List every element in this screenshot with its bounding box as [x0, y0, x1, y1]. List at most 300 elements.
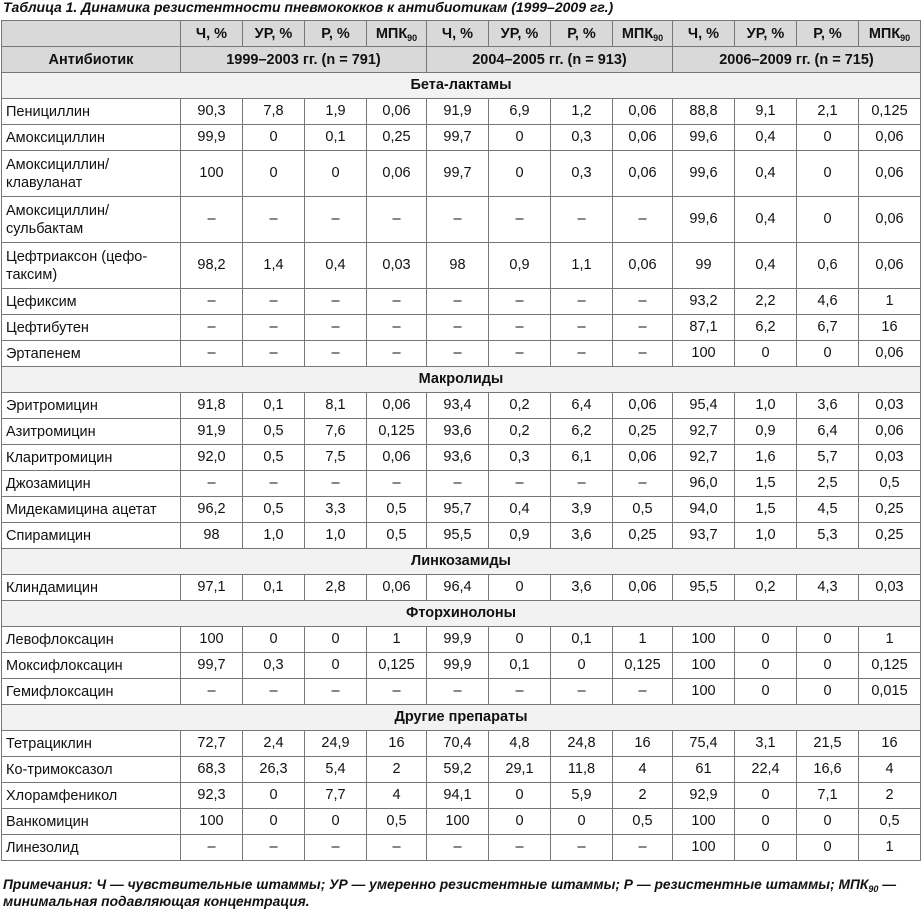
- notes-text-end: — минимальная подавляющая концентрация.: [3, 877, 897, 909]
- header-ur-2: [489, 21, 551, 47]
- antibiotic-name: Амоксициллин/ клавуланат: [2, 151, 181, 197]
- value-cell: –: [367, 341, 427, 367]
- value-cell: –: [305, 341, 367, 367]
- value-cell: 0,06: [367, 445, 427, 471]
- section-title: Линкозамиды: [2, 549, 921, 575]
- antibiotic-name: Азитромицин: [2, 419, 181, 445]
- value-cell: –: [181, 835, 243, 861]
- value-cell: 0,125: [859, 99, 921, 125]
- value-cell: –: [551, 341, 613, 367]
- antibiotic-name: Моксифлоксацин: [2, 653, 181, 679]
- value-cell: 0,25: [859, 497, 921, 523]
- value-cell: 8,1: [305, 393, 367, 419]
- value-cell: 7,5: [305, 445, 367, 471]
- value-cell: –: [551, 197, 613, 243]
- value-cell: 4,8: [489, 731, 551, 757]
- value-cell: –: [181, 471, 243, 497]
- value-cell: –: [367, 835, 427, 861]
- value-cell: 0: [305, 627, 367, 653]
- header-mpk-label: МПК: [621, 25, 654, 42]
- header-r-3: [797, 21, 859, 47]
- table-row: [2, 151, 921, 197]
- value-cell: 0,06: [367, 575, 427, 601]
- header-r-label: Р, %: [321, 25, 350, 42]
- value-cell: 1,2: [551, 99, 613, 125]
- value-cell: –: [489, 471, 551, 497]
- value-cell: 0: [735, 679, 797, 705]
- value-cell: 1: [613, 627, 673, 653]
- value-cell: 94,0: [673, 497, 735, 523]
- value-cell: 99,9: [181, 125, 243, 151]
- value-cell: 100: [673, 679, 735, 705]
- table-row: [2, 783, 921, 809]
- value-cell: 0: [735, 341, 797, 367]
- value-cell: 6,7: [797, 315, 859, 341]
- value-cell: 100: [181, 809, 243, 835]
- value-cell: 95,5: [673, 575, 735, 601]
- value-cell: 0,5: [859, 471, 921, 497]
- value-cell: 0,06: [859, 197, 921, 243]
- value-cell: 26,3: [243, 757, 305, 783]
- section-title: Макролиды: [2, 367, 921, 393]
- value-cell: 0,06: [859, 419, 921, 445]
- value-cell: 0: [735, 809, 797, 835]
- value-cell: 0: [489, 627, 551, 653]
- value-cell: 0,3: [489, 445, 551, 471]
- value-cell: –: [489, 835, 551, 861]
- header-row-columns: [2, 21, 921, 47]
- header-ch-label: Ч, %: [441, 25, 474, 42]
- table-row: [2, 243, 921, 289]
- value-cell: 0,06: [613, 575, 673, 601]
- value-cell: 0,1: [243, 393, 305, 419]
- value-cell: 99,7: [181, 653, 243, 679]
- value-cell: 87,1: [673, 315, 735, 341]
- value-cell: 0,6: [797, 243, 859, 289]
- value-cell: 2,4: [243, 731, 305, 757]
- value-cell: –: [551, 835, 613, 861]
- value-cell: 4: [613, 757, 673, 783]
- notes-subscript: 90: [868, 884, 879, 894]
- header-ch-2: [427, 21, 489, 47]
- value-cell: 0,2: [489, 419, 551, 445]
- value-cell: –: [243, 835, 305, 861]
- resistance-table: [1, 20, 921, 861]
- value-cell: 0: [551, 653, 613, 679]
- value-cell: 91,9: [427, 99, 489, 125]
- value-cell: 99,9: [427, 653, 489, 679]
- value-cell: –: [181, 341, 243, 367]
- value-cell: –: [551, 315, 613, 341]
- value-cell: 6,2: [735, 315, 797, 341]
- value-cell: 92,9: [673, 783, 735, 809]
- value-cell: 92,0: [181, 445, 243, 471]
- value-cell: –: [367, 197, 427, 243]
- value-cell: 6,4: [551, 393, 613, 419]
- table-row: [2, 289, 921, 315]
- value-cell: 0: [797, 679, 859, 705]
- value-cell: 0,25: [367, 125, 427, 151]
- value-cell: 4,6: [797, 289, 859, 315]
- value-cell: –: [367, 679, 427, 705]
- value-cell: –: [613, 471, 673, 497]
- table-row: [2, 523, 921, 549]
- value-cell: 98,2: [181, 243, 243, 289]
- value-cell: 1,0: [243, 523, 305, 549]
- value-cell: 68,3: [181, 757, 243, 783]
- value-cell: –: [181, 197, 243, 243]
- table-caption: Таблица 1. Динамика резистентности пневмококков к антибиотикам (1999–2009 гг.): [3, 0, 614, 15]
- value-cell: 99,6: [673, 125, 735, 151]
- value-cell: 0,25: [859, 523, 921, 549]
- value-cell: –: [613, 315, 673, 341]
- value-cell: 0,125: [613, 653, 673, 679]
- value-cell: 5,3: [797, 523, 859, 549]
- value-cell: 0,06: [859, 151, 921, 197]
- value-cell: 98: [181, 523, 243, 549]
- header-r-label: Р, %: [813, 25, 842, 42]
- value-cell: 16: [367, 731, 427, 757]
- value-cell: 4,3: [797, 575, 859, 601]
- value-cell: 100: [181, 151, 243, 197]
- value-cell: 92,7: [673, 419, 735, 445]
- value-cell: 99,7: [427, 125, 489, 151]
- header-mpk-3: [859, 21, 921, 47]
- value-cell: 99,9: [427, 627, 489, 653]
- value-cell: 0: [797, 197, 859, 243]
- value-cell: 0: [797, 835, 859, 861]
- value-cell: 0,4: [305, 243, 367, 289]
- header-mpk-subscript: 90: [653, 32, 664, 43]
- value-cell: 16: [613, 731, 673, 757]
- section-title: Фторхинолоны: [2, 601, 921, 627]
- antibiotic-name: Джозамицин: [2, 471, 181, 497]
- value-cell: 0,5: [243, 497, 305, 523]
- value-cell: 0,03: [859, 575, 921, 601]
- antibiotic-name: Эритромицин: [2, 393, 181, 419]
- antibiotic-name: Амоксициллин: [2, 125, 181, 151]
- table-row: [2, 341, 921, 367]
- value-cell: 0: [735, 835, 797, 861]
- table-row: [2, 575, 921, 601]
- value-cell: 0,2: [735, 575, 797, 601]
- value-cell: 4,5: [797, 497, 859, 523]
- value-cell: 0,3: [243, 653, 305, 679]
- header-mpk-subscript: 90: [900, 32, 911, 43]
- value-cell: 0: [243, 125, 305, 151]
- value-cell: 0,4: [735, 243, 797, 289]
- value-cell: 1,4: [243, 243, 305, 289]
- value-cell: –: [489, 315, 551, 341]
- value-cell: 0,1: [489, 653, 551, 679]
- value-cell: 3,6: [797, 393, 859, 419]
- value-cell: 2: [367, 757, 427, 783]
- header-ur-label: УР, %: [254, 25, 293, 42]
- value-cell: 95,4: [673, 393, 735, 419]
- value-cell: 0: [305, 151, 367, 197]
- value-cell: 0,06: [613, 125, 673, 151]
- value-cell: 0,125: [367, 653, 427, 679]
- antibiotic-name: Спирамицин: [2, 523, 181, 549]
- value-cell: 16: [859, 315, 921, 341]
- antibiotic-name: Ко-тримоксазол: [2, 757, 181, 783]
- value-cell: 0: [489, 151, 551, 197]
- value-cell: 0: [797, 151, 859, 197]
- antibiotic-name: Эртапенем: [2, 341, 181, 367]
- value-cell: 0,06: [859, 243, 921, 289]
- table-row: [2, 731, 921, 757]
- value-cell: –: [243, 197, 305, 243]
- value-cell: –: [305, 679, 367, 705]
- value-cell: 96,0: [673, 471, 735, 497]
- value-cell: –: [243, 679, 305, 705]
- table-row: [2, 757, 921, 783]
- value-cell: 7,7: [305, 783, 367, 809]
- value-cell: 0,5: [367, 523, 427, 549]
- value-cell: 3,6: [551, 575, 613, 601]
- header-mpk-subscript: 90: [407, 32, 418, 43]
- section-title: Другие препараты: [2, 705, 921, 731]
- value-cell: 96,4: [427, 575, 489, 601]
- value-cell: 4: [367, 783, 427, 809]
- table-row: [2, 627, 921, 653]
- value-cell: 0,06: [613, 393, 673, 419]
- value-cell: 0,06: [367, 99, 427, 125]
- value-cell: 7,6: [305, 419, 367, 445]
- value-cell: 94,1: [427, 783, 489, 809]
- value-cell: 0: [797, 653, 859, 679]
- value-cell: 1: [859, 289, 921, 315]
- value-cell: –: [427, 197, 489, 243]
- table-row: [2, 653, 921, 679]
- value-cell: 99: [673, 243, 735, 289]
- value-cell: 0,06: [613, 99, 673, 125]
- header-empty-cell: [2, 21, 181, 47]
- value-cell: 1: [367, 627, 427, 653]
- value-cell: 6,2: [551, 419, 613, 445]
- value-cell: 95,7: [427, 497, 489, 523]
- header-ur-1: [243, 21, 305, 47]
- value-cell: 29,1: [489, 757, 551, 783]
- value-cell: –: [427, 289, 489, 315]
- value-cell: 0,1: [551, 627, 613, 653]
- value-cell: 9,1: [735, 99, 797, 125]
- antibiotic-name: Тетрациклин: [2, 731, 181, 757]
- antibiotic-name: Мидекамицина ацетат: [2, 497, 181, 523]
- value-cell: 95,5: [427, 523, 489, 549]
- value-cell: –: [367, 471, 427, 497]
- value-cell: –: [243, 315, 305, 341]
- value-cell: 5,4: [305, 757, 367, 783]
- value-cell: –: [613, 341, 673, 367]
- value-cell: 0: [735, 783, 797, 809]
- value-cell: 61: [673, 757, 735, 783]
- value-cell: 7,8: [243, 99, 305, 125]
- value-cell: 16: [859, 731, 921, 757]
- antibiotic-name: Кларитромицин: [2, 445, 181, 471]
- value-cell: 0,5: [613, 809, 673, 835]
- value-cell: 100: [673, 809, 735, 835]
- header-ur-label: УР, %: [746, 25, 785, 42]
- section-row: [2, 367, 921, 393]
- value-cell: 2,2: [735, 289, 797, 315]
- value-cell: 93,4: [427, 393, 489, 419]
- value-cell: 93,6: [427, 445, 489, 471]
- value-cell: 0: [243, 783, 305, 809]
- value-cell: 2: [613, 783, 673, 809]
- value-cell: 92,3: [181, 783, 243, 809]
- value-cell: 0,4: [735, 197, 797, 243]
- value-cell: 0,06: [367, 393, 427, 419]
- value-cell: 3,3: [305, 497, 367, 523]
- value-cell: –: [489, 289, 551, 315]
- antibiotic-name: Клиндамицин: [2, 575, 181, 601]
- antibiotic-name: Гемифлоксацин: [2, 679, 181, 705]
- value-cell: 90,3: [181, 99, 243, 125]
- table-row: [2, 679, 921, 705]
- value-cell: 2,5: [797, 471, 859, 497]
- value-cell: –: [613, 197, 673, 243]
- value-cell: 0,06: [613, 445, 673, 471]
- value-cell: 6,9: [489, 99, 551, 125]
- value-cell: 97,1: [181, 575, 243, 601]
- table-notes: [3, 876, 898, 910]
- value-cell: 72,7: [181, 731, 243, 757]
- value-cell: –: [367, 315, 427, 341]
- value-cell: 0,1: [305, 125, 367, 151]
- section-row: [2, 549, 921, 575]
- value-cell: 0,015: [859, 679, 921, 705]
- value-cell: 0,5: [859, 809, 921, 835]
- value-cell: 99,7: [427, 151, 489, 197]
- value-cell: 22,4: [735, 757, 797, 783]
- value-cell: 0,5: [367, 809, 427, 835]
- value-cell: 0: [305, 809, 367, 835]
- table-row: [2, 419, 921, 445]
- value-cell: –: [427, 679, 489, 705]
- header-ch-3: [673, 21, 735, 47]
- value-cell: 0,5: [243, 419, 305, 445]
- antibiotic-name: Цефтибутен: [2, 315, 181, 341]
- value-cell: 5,7: [797, 445, 859, 471]
- value-cell: 1,9: [305, 99, 367, 125]
- value-cell: 93,2: [673, 289, 735, 315]
- value-cell: –: [427, 341, 489, 367]
- value-cell: 0: [243, 627, 305, 653]
- header-antibiotic: Антибиотик: [2, 47, 181, 73]
- value-cell: 1,5: [735, 497, 797, 523]
- value-cell: 0,06: [859, 341, 921, 367]
- header-period-3: 2006–2009 гг. (n = 715): [673, 47, 921, 73]
- value-cell: 0: [243, 809, 305, 835]
- table-row: [2, 315, 921, 341]
- value-cell: 98: [427, 243, 489, 289]
- table-row: [2, 497, 921, 523]
- section-row: [2, 601, 921, 627]
- header-mpk-2: [613, 21, 673, 47]
- value-cell: –: [427, 315, 489, 341]
- antibiotic-name: Амоксициллин/ сульбактам: [2, 197, 181, 243]
- value-cell: –: [551, 289, 613, 315]
- value-cell: 24,9: [305, 731, 367, 757]
- value-cell: 24,8: [551, 731, 613, 757]
- section-row: [2, 705, 921, 731]
- value-cell: 0,06: [613, 151, 673, 197]
- value-cell: –: [243, 289, 305, 315]
- value-cell: 0,9: [489, 243, 551, 289]
- value-cell: 0,125: [367, 419, 427, 445]
- value-cell: 1,0: [735, 523, 797, 549]
- value-cell: 0,1: [243, 575, 305, 601]
- value-cell: –: [367, 289, 427, 315]
- value-cell: 0: [489, 809, 551, 835]
- value-cell: 99,6: [673, 151, 735, 197]
- antibiotic-name: Пенициллин: [2, 99, 181, 125]
- value-cell: 0,06: [859, 125, 921, 151]
- value-cell: 70,4: [427, 731, 489, 757]
- value-cell: –: [427, 471, 489, 497]
- value-cell: 0,2: [489, 393, 551, 419]
- table-row: [2, 809, 921, 835]
- value-cell: 0: [551, 809, 613, 835]
- value-cell: 91,9: [181, 419, 243, 445]
- value-cell: 0,5: [613, 497, 673, 523]
- value-cell: 0,06: [613, 243, 673, 289]
- antibiotic-name: Левофлоксацин: [2, 627, 181, 653]
- value-cell: 0: [489, 783, 551, 809]
- value-cell: 6,4: [797, 419, 859, 445]
- value-cell: –: [243, 471, 305, 497]
- value-cell: 0: [489, 125, 551, 151]
- value-cell: 0,25: [613, 419, 673, 445]
- value-cell: 0: [797, 809, 859, 835]
- value-cell: 0: [305, 653, 367, 679]
- header-ch-1: [181, 21, 243, 47]
- value-cell: 0,3: [551, 125, 613, 151]
- value-cell: –: [181, 679, 243, 705]
- value-cell: –: [613, 289, 673, 315]
- value-cell: –: [305, 835, 367, 861]
- value-cell: 0,3: [551, 151, 613, 197]
- value-cell: 2,1: [797, 99, 859, 125]
- value-cell: 3,6: [551, 523, 613, 549]
- value-cell: 1: [859, 627, 921, 653]
- antibiotic-name: Цефиксим: [2, 289, 181, 315]
- antibiotic-name: Цефтриаксон (цефо-таксим): [2, 243, 181, 289]
- value-cell: 0,03: [859, 393, 921, 419]
- value-cell: 3,9: [551, 497, 613, 523]
- table-row: [2, 393, 921, 419]
- value-cell: –: [489, 679, 551, 705]
- value-cell: 100: [427, 809, 489, 835]
- header-ch-label: Ч, %: [687, 25, 720, 42]
- value-cell: –: [305, 471, 367, 497]
- value-cell: 0: [797, 341, 859, 367]
- value-cell: 93,7: [673, 523, 735, 549]
- value-cell: –: [181, 289, 243, 315]
- header-r-1: [305, 21, 367, 47]
- header-period-2: 2004–2005 гг. (n = 913): [427, 47, 673, 73]
- value-cell: 0,5: [243, 445, 305, 471]
- header-ur-label: УР, %: [500, 25, 539, 42]
- section-title: Бета-лактамы: [2, 73, 921, 99]
- value-cell: –: [551, 679, 613, 705]
- value-cell: 0,25: [613, 523, 673, 549]
- value-cell: 0,03: [367, 243, 427, 289]
- value-cell: 16,6: [797, 757, 859, 783]
- value-cell: 0: [797, 627, 859, 653]
- value-cell: –: [613, 679, 673, 705]
